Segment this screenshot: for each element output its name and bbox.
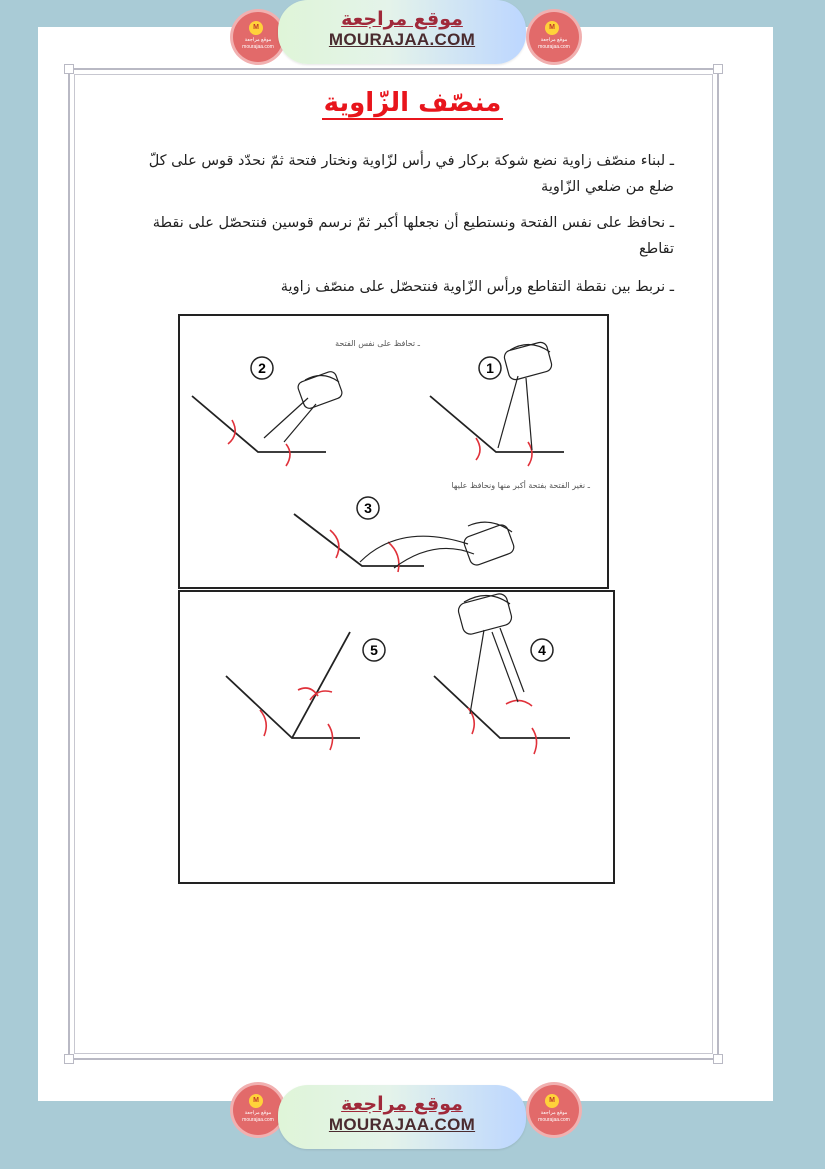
site-logo-icon[interactable]: M موقع مراجعة mourajaa.com bbox=[233, 12, 283, 62]
step-number-4: 4 bbox=[538, 642, 546, 658]
angle-lines-4 bbox=[434, 676, 570, 738]
step-number-3: 3 bbox=[364, 500, 372, 516]
paragraph-step-2: ـ نحافظ على نفس الفتحة ونستطيع أن نجعلها أكبر ثمّ نرسم قوسين فنتحصّل على نقطة تقاطع bbox=[152, 215, 674, 257]
site-logo-icon[interactable]: M موقع مراجعة mourajaa.com bbox=[529, 12, 579, 62]
arc-mark bbox=[476, 438, 480, 460]
paragraph-step-1: ـ لبناء منصّف زاوية نضع شوكة بركار في رأس لزّاوية ونختار فتحة ثمّ نحدّد قوس على كلّ ضلع من ضلعي الزّاوية bbox=[148, 153, 674, 195]
figure-panel-steps-1-3 bbox=[178, 314, 609, 589]
arc-mark bbox=[506, 700, 532, 706]
footer-banner[interactable] bbox=[278, 1085, 526, 1149]
header-site-name-ar[interactable]: موقع مراجعة bbox=[341, 8, 463, 30]
arc-mark bbox=[328, 724, 333, 750]
paragraph-step-3: ـ نربط بين نقطة التقاطع ورأس الزّاوية فنتحصّل على منصّف زاوية bbox=[280, 279, 674, 295]
compass-icon bbox=[264, 370, 344, 442]
bisector-line bbox=[292, 632, 350, 738]
site-logo-icon[interactable]: M موقع مراجعة mourajaa.com bbox=[529, 1085, 579, 1135]
figure-note-2: ـ نغير الفتحة بفتحة أكبر منها ونحافظ عليها bbox=[451, 481, 590, 490]
step-number-1: 1 bbox=[486, 360, 494, 376]
step-number-2: 2 bbox=[258, 360, 266, 376]
logo-text-ar: موقع مراجعة bbox=[244, 1110, 272, 1116]
logo-text-ar: موقع مراجعة bbox=[540, 1110, 568, 1116]
construction-diagram-b bbox=[180, 592, 613, 882]
frame-corner bbox=[64, 1054, 74, 1064]
document-title: منصّف الزّاوية bbox=[323, 88, 502, 118]
logo-text-en: mourajaa.com bbox=[242, 44, 274, 50]
header-site-name-en[interactable]: MOURAJAA.COM bbox=[328, 30, 476, 49]
compass-icon bbox=[360, 522, 516, 568]
frame-corner bbox=[64, 64, 74, 74]
logo-text-ar: موقع مراجعة bbox=[540, 37, 568, 43]
step-number-5: 5 bbox=[370, 642, 378, 658]
angle-lines-3 bbox=[294, 514, 424, 566]
compass-icon bbox=[457, 592, 524, 714]
angle-lines-1 bbox=[430, 396, 564, 452]
logo-text-en: mourajaa.com bbox=[242, 1117, 274, 1123]
footer-site-name-ar[interactable]: موقع مراجعة bbox=[341, 1093, 463, 1115]
arc-mark bbox=[532, 728, 537, 754]
figure-note-1: ـ تحافظ على نفس الفتحة bbox=[335, 339, 420, 348]
footer-site-name-en[interactable]: MOURAJAA.COM bbox=[328, 1115, 476, 1134]
compass-icon bbox=[498, 341, 553, 450]
header-banner[interactable] bbox=[278, 0, 526, 64]
logo-text-en: mourajaa.com bbox=[538, 1117, 570, 1123]
arc-mark bbox=[286, 444, 290, 466]
figure-panel-steps-4-5 bbox=[178, 590, 615, 884]
construction-diagram-a bbox=[180, 316, 607, 587]
logo-text-ar: موقع مراجعة bbox=[244, 37, 272, 43]
frame-corner bbox=[713, 1054, 723, 1064]
angle-lines-2 bbox=[192, 396, 326, 452]
angle-lines-5 bbox=[226, 676, 360, 738]
frame-corner bbox=[713, 64, 723, 74]
arc-mark bbox=[388, 542, 399, 572]
logo-text-en: mourajaa.com bbox=[538, 44, 570, 50]
site-logo-icon[interactable]: M موقع مراجعة mourajaa.com bbox=[233, 1085, 283, 1135]
